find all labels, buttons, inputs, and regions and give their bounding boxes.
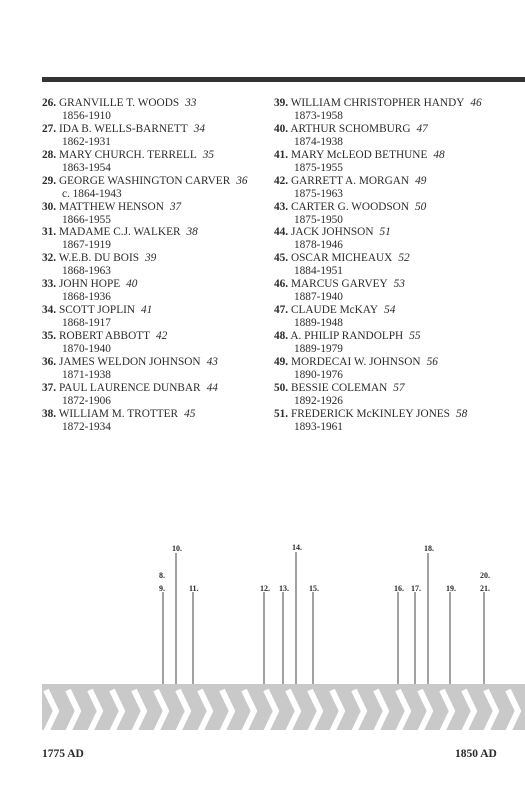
biography-entry — [274, 149, 514, 175]
entry-heading — [274, 356, 514, 369]
entry-heading — [42, 97, 282, 110]
biography-entry — [42, 356, 282, 382]
entry-page-number: 56 — [426, 355, 438, 368]
biography-entry — [42, 123, 282, 149]
entry-number: 44. — [274, 226, 289, 239]
entry-name: ROBERT ABBOTT — [58, 330, 151, 343]
timeline-marker-label: 16. — [394, 584, 404, 593]
entry-lifespan: 1872-1934 — [62, 420, 111, 433]
entry-name: MARY McLEOD BETHUNE — [290, 148, 428, 161]
timeline-marker-label: 20. — [480, 571, 490, 580]
entry-number: 41. — [274, 148, 289, 161]
entry-page-number: 52 — [398, 252, 410, 265]
biography-entry — [274, 226, 514, 252]
entry-lifespan: 1863-1954 — [62, 161, 111, 174]
entry-heading — [274, 149, 514, 162]
entry-name: MATTHEW HENSON — [58, 200, 164, 213]
entry-page-number: 49 — [415, 174, 427, 187]
entry-lifespan: 1868-1917 — [62, 317, 111, 330]
entry-name: FREDERICK McKINLEY JONES — [290, 407, 450, 420]
entry-name: CLAUDE McKAY — [290, 304, 379, 317]
entry-heading — [274, 408, 514, 421]
entry-name: JOHN HOPE — [58, 278, 121, 291]
entry-heading — [42, 175, 282, 188]
entry-number: 34. — [42, 304, 57, 317]
biography-entry — [274, 252, 514, 278]
entry-number: 29. — [42, 174, 57, 187]
entry-page-number: 45 — [184, 407, 196, 420]
entry-page-number: 41 — [141, 304, 153, 317]
entry-number: 37. — [42, 381, 57, 394]
timeline-start-label: 1775 AD — [42, 748, 84, 760]
entry-number: 50. — [274, 381, 289, 394]
entry-name: WILLIAM CHRISTOPHER HANDY — [290, 97, 465, 109]
entry-lifespan: 1866-1955 — [62, 213, 111, 226]
entry-number: 31. — [42, 226, 57, 239]
entry-heading — [42, 252, 282, 265]
entry-heading — [42, 278, 282, 291]
biography-entry — [274, 201, 514, 227]
entry-page-number: 53 — [393, 278, 405, 291]
entry-heading — [274, 278, 514, 291]
biography-entry — [274, 330, 514, 356]
entry-name: ARTHUR SCHOMBURG — [290, 122, 411, 135]
entry-lifespan: 1893-1961 — [294, 420, 343, 433]
entry-name: BESSIE COLEMAN — [290, 381, 388, 394]
entry-lifespan: 1870-1940 — [62, 343, 111, 356]
entry-number: 33. — [42, 278, 57, 291]
entry-number: 51. — [274, 407, 289, 420]
entry-lifespan: 1868-1963 — [62, 265, 111, 278]
entry-name: IDA B. WELLS-BARNETT — [58, 122, 188, 135]
entry-number: 40. — [274, 122, 289, 135]
entry-lifespan: 1868-1936 — [62, 291, 111, 304]
entry-name: GARRETT A. MORGAN — [290, 174, 410, 187]
entry-lifespan: 1856-1910 — [62, 110, 111, 122]
entry-number: 28. — [42, 148, 57, 161]
entry-lifespan: c. 1864-1943 — [62, 187, 122, 200]
entries-left-column — [42, 97, 282, 434]
timeline-marker-label: 13. — [279, 584, 289, 593]
biography-entry — [42, 278, 282, 304]
entry-page-number: 57 — [393, 381, 405, 394]
entry-heading — [274, 382, 514, 395]
entry-number: 35. — [42, 330, 57, 343]
biography-entry — [274, 175, 514, 201]
entry-heading — [42, 123, 282, 136]
entry-number: 32. — [42, 252, 57, 265]
entry-lifespan: 1887-1940 — [294, 291, 343, 304]
timeline-marker-label: 21. — [480, 584, 490, 593]
entry-page-number: 39 — [145, 252, 157, 265]
entry-name: CARTER G. WOODSON — [290, 200, 410, 213]
entry-number: 47. — [274, 304, 289, 317]
biography-entry — [274, 382, 514, 408]
timeline-marker-label: 15. — [309, 584, 319, 593]
entries-right-column — [274, 97, 514, 434]
entry-heading — [274, 123, 514, 136]
entry-number: 36. — [42, 355, 57, 368]
entry-page-number: 33 — [185, 97, 197, 109]
entry-heading — [42, 149, 282, 162]
biography-entry — [42, 304, 282, 330]
entry-page-number: 51 — [379, 226, 391, 239]
biography-entry — [274, 97, 514, 123]
biography-entry — [42, 201, 282, 227]
entry-number: 46. — [274, 278, 289, 291]
entry-lifespan: 1884-1951 — [294, 265, 343, 278]
entry-page-number: 37 — [169, 200, 182, 213]
entry-lifespan: 1892-1926 — [294, 394, 343, 407]
entry-name: MADAME C.J. WALKER — [58, 226, 181, 239]
entry-page-number: 50 — [415, 200, 427, 213]
entry-page-number: 36 — [236, 174, 248, 187]
biography-entry — [42, 382, 282, 408]
biography-entry — [274, 408, 514, 434]
entry-name: SCOTT JOPLIN — [58, 304, 136, 317]
entry-lifespan: 1889-1979 — [294, 343, 343, 356]
entry-page-number: 44 — [206, 381, 218, 394]
biography-entry — [42, 226, 282, 252]
entry-heading — [42, 356, 282, 369]
entry-name: W.E.B. DU BOIS — [58, 252, 139, 265]
entry-heading — [274, 330, 514, 343]
entry-page-number: 46 — [470, 97, 482, 109]
biography-entry — [42, 330, 282, 356]
entry-name: WILLIAM M. TROTTER — [58, 407, 179, 420]
entry-lifespan: 1875-1963 — [294, 187, 343, 200]
entry-name: MARCUS GARVEY — [290, 278, 388, 291]
timeline-marker-label: 19. — [446, 584, 456, 593]
entry-lifespan: 1878-1946 — [294, 239, 343, 252]
entry-name: MORDECAI W. JOHNSON — [290, 355, 421, 368]
entry-lifespan: 1875-1950 — [294, 213, 343, 226]
entry-lifespan: 1867-1919 — [62, 239, 111, 252]
timeline-marker-label: 14. — [292, 543, 302, 552]
entry-number: 30. — [42, 200, 57, 213]
top-rule — [42, 77, 525, 82]
timeline-marker-label: 17. — [411, 584, 421, 593]
entry-number: 42. — [274, 174, 289, 187]
biography-entry — [274, 356, 514, 382]
entry-lifespan: 1875-1955 — [294, 161, 343, 174]
timeline-marker-label: 10. — [172, 544, 182, 553]
entry-heading — [274, 201, 514, 214]
entry-heading — [42, 226, 282, 239]
entry-name: PAUL LAURENCE DUNBAR — [58, 381, 201, 394]
entry-page-number: 38 — [186, 226, 198, 239]
entry-page-number: 42 — [156, 330, 168, 343]
entry-page-number: 34 — [193, 122, 206, 135]
entry-name: GRANVILLE T. WOODS — [58, 97, 180, 109]
entry-name: GEORGE WASHINGTON CARVER — [58, 174, 231, 187]
timeline-graphic — [0, 520, 525, 730]
entry-heading — [42, 408, 282, 421]
entry-heading — [274, 252, 514, 265]
entry-page-number: 47 — [416, 122, 428, 135]
entry-page-number: 43 — [206, 355, 218, 368]
entry-heading — [42, 304, 282, 317]
entry-lifespan: 1890-1976 — [294, 368, 343, 381]
entry-number: 48. — [274, 330, 289, 343]
entry-heading — [274, 226, 514, 239]
entry-number: 38. — [42, 407, 57, 420]
timeline-marker-label: 12. — [260, 584, 270, 593]
entry-page-number: 55 — [409, 330, 421, 343]
entry-number: 27. — [42, 122, 57, 135]
entry-page-number: 54 — [384, 304, 396, 317]
entry-number: 39. — [274, 97, 289, 109]
biography-entry — [42, 408, 282, 434]
timeline-marker-label: 9. — [159, 584, 165, 593]
entry-heading — [42, 382, 282, 395]
entry-heading — [274, 175, 514, 188]
entry-page-number: 48 — [433, 148, 445, 161]
entry-number: 49. — [274, 355, 289, 368]
timeline-marker-label: 8. — [159, 571, 165, 580]
biography-entry — [274, 304, 514, 330]
entry-heading — [42, 330, 282, 343]
entry-lifespan: 1874-1938 — [294, 135, 343, 148]
entry-number: 43. — [274, 200, 289, 213]
biography-entry — [42, 175, 282, 201]
entry-heading — [274, 97, 514, 110]
entry-name: JACK JOHNSON — [290, 226, 374, 239]
biography-entry — [274, 278, 514, 304]
entry-heading — [42, 201, 282, 214]
timeline-marker-label: 18. — [424, 544, 434, 553]
entry-lifespan: 1872-1906 — [62, 394, 111, 407]
entry-lifespan: 1873-1958 — [294, 110, 343, 122]
timeline-marker-label: 11. — [189, 584, 199, 593]
entry-name: MARY CHURCH. TERRELL — [58, 148, 197, 161]
timeline-end-label: 1850 AD — [455, 748, 497, 760]
entry-number: 45. — [274, 252, 289, 265]
biography-entry — [274, 123, 514, 149]
biography-entry — [42, 149, 282, 175]
entry-name: OSCAR MICHEAUX — [290, 252, 393, 265]
biography-entry — [42, 97, 282, 123]
entry-name: JAMES WELDON JOHNSON — [58, 355, 201, 368]
entry-lifespan: 1862-1931 — [62, 135, 111, 148]
entry-page-number: 58 — [455, 407, 468, 420]
entry-lifespan: 1871-1938 — [62, 368, 111, 381]
entry-page-number: 40 — [126, 278, 138, 291]
entry-page-number: 35 — [202, 148, 215, 161]
entry-lifespan: 1889-1948 — [294, 317, 343, 330]
entry-number: 26. — [42, 97, 57, 109]
entry-name: A. PHILIP RANDOLPH — [290, 330, 404, 343]
biography-entry — [42, 252, 282, 278]
entry-heading — [274, 304, 514, 317]
